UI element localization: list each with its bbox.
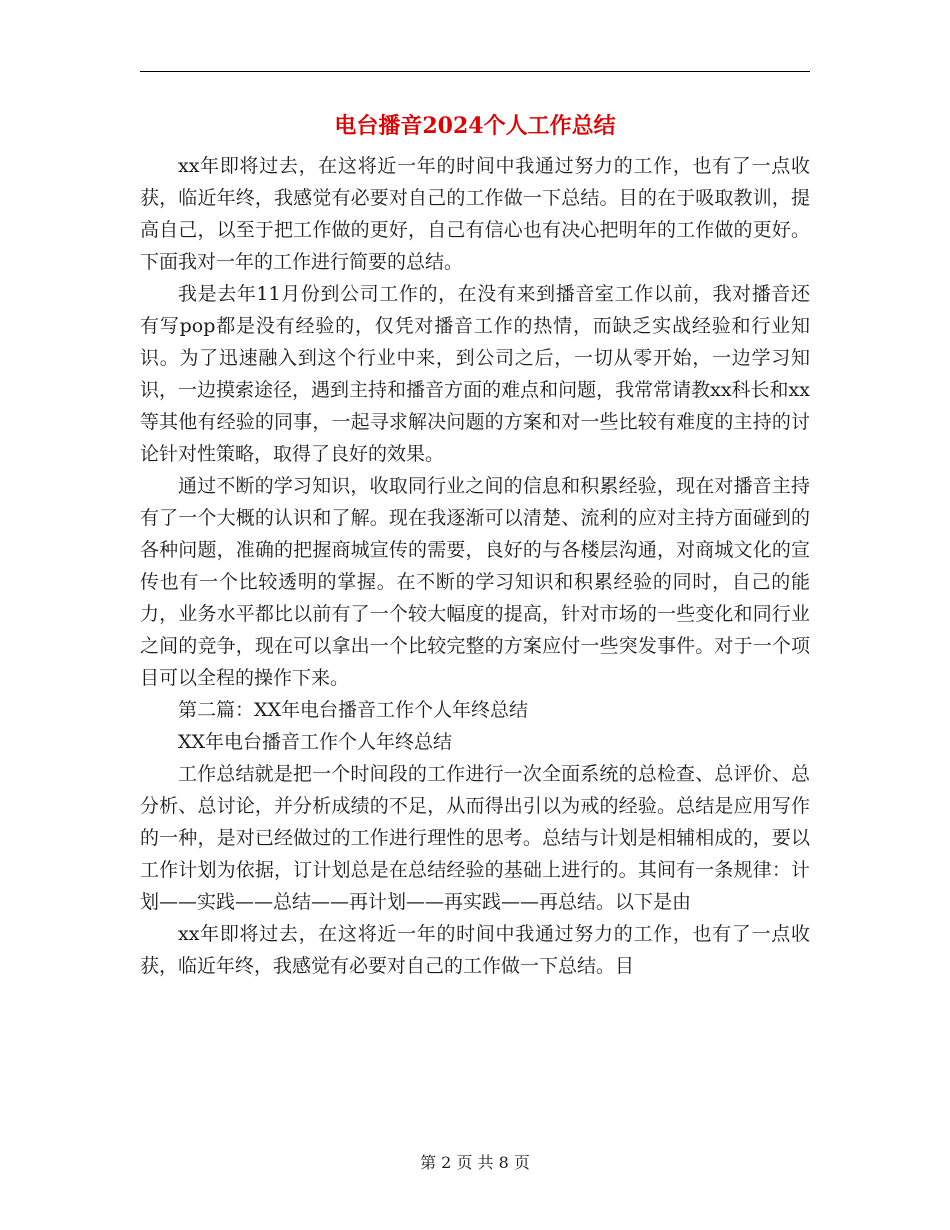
paragraph-4: 工作总结就是把一个时间段的工作进行一次全面系统的总检查、总评价、总分析、总讨论，并分析成绩的不足，从而得出引以为戒的经验。总结是应用写作的一种，是对已经做过的工作进行理性的思考。总结与计划是相辅相成的，要以工作计划为依据，订计划总是在总结经验的基础上进行的。其间有一条规律：计划——实践——总结——再计划——再实践——再总结。以下是由 xyxy=(140,763,810,913)
paragraph-3: 通过不断的学习知识，收取同行业之间的信息和积累经验，现在对播音主持有了一个大概的认识和了解。现在我逐渐可以清楚、流利的应对主持方面碰到的各种问题，准确的把握商城宣传的需要，良好的与各楼层沟通，对商城文化的宣传也有一个比较透明的掌握。在不断的学习知识和积累经验的同时，自己的能力，业务水平都比以前有了一个较大幅度的提高，针对市场的一些变化和同行业之间的竞争，现在可以拿出一个比较完整的方案应付一些突发事件。对于一个项目可以全程的操作下来。 xyxy=(140,475,810,689)
section-heading-2: 第二篇：XX年电台播音工作个人年终总结 xyxy=(178,699,529,721)
document-title: 电台播音2024个人工作总结 xyxy=(334,113,616,139)
document-body xyxy=(140,150,810,982)
page-number-footer: 第 2 页 共 8 页 xyxy=(420,1153,530,1172)
paragraph-5: xx年即将过去，在这将近一年的时间中我通过努力的工作，也有了一点收获，临近年终，我感觉有必要对自己的工作做一下总结。目 xyxy=(140,923,810,977)
section-subheading: XX年电台播音工作个人年终总结 xyxy=(178,731,453,753)
paragraph-1: xx年即将过去，在这将近一年的时间中我通过努力的工作，也有了一点收获，临近年终，我感觉有必要对自己的工作做一下总结。目的在于吸取教训，提高自己，以至于把工作做的更好，自己有信心也有决心把明年的工作做的更好。下面我对一年的工作进行简要的总结。 xyxy=(140,155,810,273)
paragraph-2: 我是去年11月份到公司工作的，在没有来到播音室工作以前，我对播音还有写pop都是没有经验的，仅凭对播音工作的热情，而缺乏实战经验和行业知识。为了迅速融入到这个行业中来，到公司之后，一切从零开始，一边学习知识，一边摸索途径，遇到主持和播音方面的难点和问题，我常常请教xx科长和xx等其他有经验的同事，一起寻求解决问题的方案和对一些比较有难度的主持的讨论针对性策略，取得了良好的效果。 xyxy=(140,283,810,465)
header-rule xyxy=(140,71,810,72)
